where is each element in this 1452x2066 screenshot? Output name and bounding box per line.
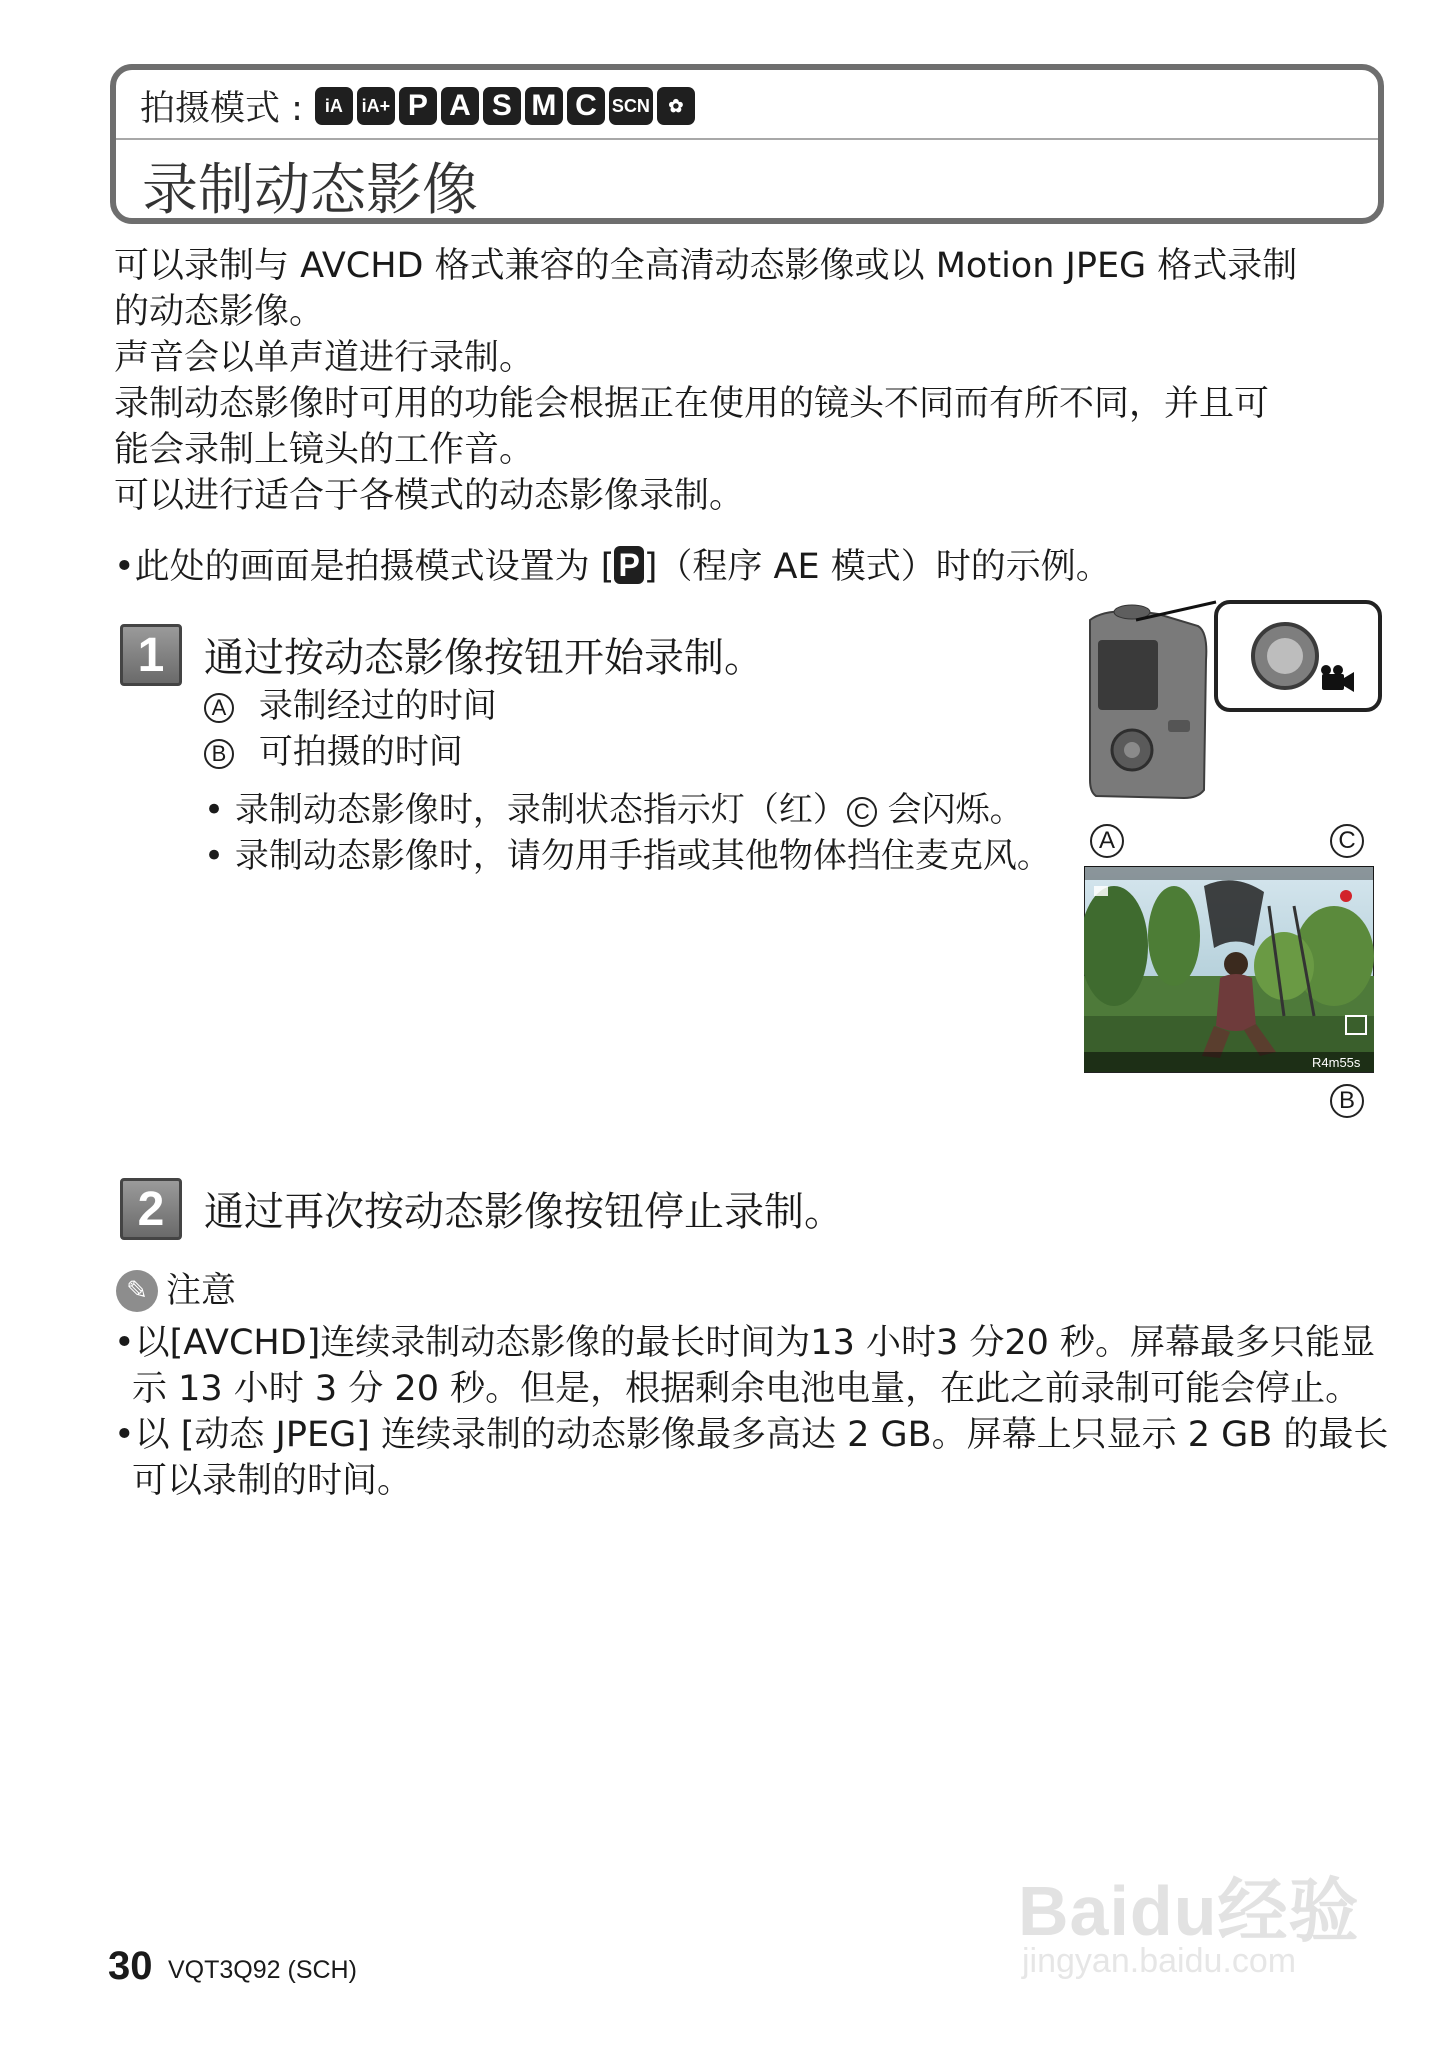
mode-icon-list [315,87,695,125]
mode-icon-s: S [483,87,521,125]
mode-icon-ia: iA [315,87,353,125]
baidu-watermark: Baidu经验 [1018,1872,1360,1950]
note-line-3: •以 [动态 JPEG] 连续录制的动态影像最多高达 2 GB。屏幕上只显示 2 GB 的最长 [114,1415,1389,1455]
camera-lcd-screen [1098,640,1158,710]
mode-icon-m: M [525,87,563,125]
note-heading: 注意 [166,1271,237,1311]
step-2-text: 通过再次按动态影像按钮停止录制。 [204,1189,844,1235]
mode-icon-ia-plus: iA+ [357,87,395,125]
intro-line-1: 可以录制与 AVCHD 格式兼容的全高清动态影像或以 Motion JPEG 格式录制 [114,246,1298,286]
mode-icon-p: P [399,87,437,125]
example-note-prefix: •此处的画面是拍摄模式设置为 [ [114,547,615,587]
mode-icon-c: C [567,87,605,125]
camera-illustration [1088,600,1384,800]
legend-b-mark: B [204,739,234,769]
legend-a-text: 录制经过的时间 [258,686,497,726]
bullet-1-before: • 录制动态影像时，录制状态指示灯（红） [204,790,847,830]
step-1-bullet-1 [204,788,1024,832]
legend-b-text: 可拍摄的时间 [258,732,463,772]
bullet-1-after: 会闪烁。 [876,790,1024,830]
shooting-mode-label: 拍摄模式 : [140,89,303,129]
camera-button [1168,720,1190,732]
note-line-1: •以[AVCHD]连续录制动态影像的最长时间为13 小时3 分20 秒。屏幕最多只能显 [114,1323,1376,1363]
camera-dial-center [1124,742,1140,758]
page-number: 30 [108,1944,153,1988]
legend-b [204,730,463,774]
intro-line-6: 可以进行适合于各模式的动态影像录制。 [114,476,745,516]
step-1-number: 1 [120,624,182,686]
legend-a-mark: A [204,693,234,723]
page-title: 录制动态影像 [142,158,478,223]
screen-mark-a: A [1090,824,1124,858]
header-divider [116,138,1378,140]
dark-object [1204,880,1264,948]
bullet-1-mark-c: C [847,797,877,827]
pencil-icon: ✎ [116,1270,158,1312]
motion-picture-button-face [1267,638,1303,674]
example-note-suffix: ]（程序 AE 模式）时的示例。 [643,547,1111,587]
movie-camera-icon-body [1322,674,1344,690]
intro-line-2: 的动态影像。 [114,292,325,332]
person-head [1224,952,1248,976]
mode-icon-creative: ✿ [657,87,695,125]
step-2-number: 2 [120,1178,182,1240]
mode-icon-p-inline: P [614,546,643,584]
shooting-mode-row [140,82,695,130]
intro-line-4: 录制动态影像时可用的功能会根据正在使用的镜头不同而有所不同，并且可 [114,384,1270,424]
elapsed-time-indicator [1094,886,1108,896]
movie-camera-icon-reel-1 [1321,665,1331,675]
screen-top-bar [1084,866,1374,880]
movie-camera-icon-reel-2 [1333,665,1343,675]
remaining-time-readout: R4m55s [1312,1055,1361,1070]
recording-status-indicator [1340,890,1352,902]
screen-mark-b: B [1330,1084,1364,1118]
recording-screen-illustration [1084,866,1374,1086]
document-code: VQT3Q92 (SCH) [168,1956,357,1984]
note-line-2: 示 13 小时 3 分 20 秒。但是，根据剩余电池电量，在此之前录制可能会停止。 [132,1369,1361,1409]
baidu-watermark-url: jingyan.baidu.com [1022,1942,1297,1980]
screen-mark-c: C [1330,824,1364,858]
mode-header-box [110,64,1384,224]
intro-line-3: 声音会以单声道进行录制。 [114,338,535,378]
step-1-text: 通过按动态影像按钮开始录制。 [204,635,764,681]
tree-mid-left [1148,886,1200,986]
mode-icon-a: A [441,87,479,125]
legend-a [204,684,497,728]
step-1-bullet-2: • 录制动态影像时，请勿用手指或其他物体挡住麦克风。 [204,836,1051,876]
note-line-4: 可以录制的时间。 [132,1461,413,1501]
person-body [1216,974,1256,1031]
intro-line-5: 能会录制上镜头的工作音。 [114,430,535,470]
mode-icon-scn: SCN [609,87,653,125]
example-note [114,544,1394,590]
